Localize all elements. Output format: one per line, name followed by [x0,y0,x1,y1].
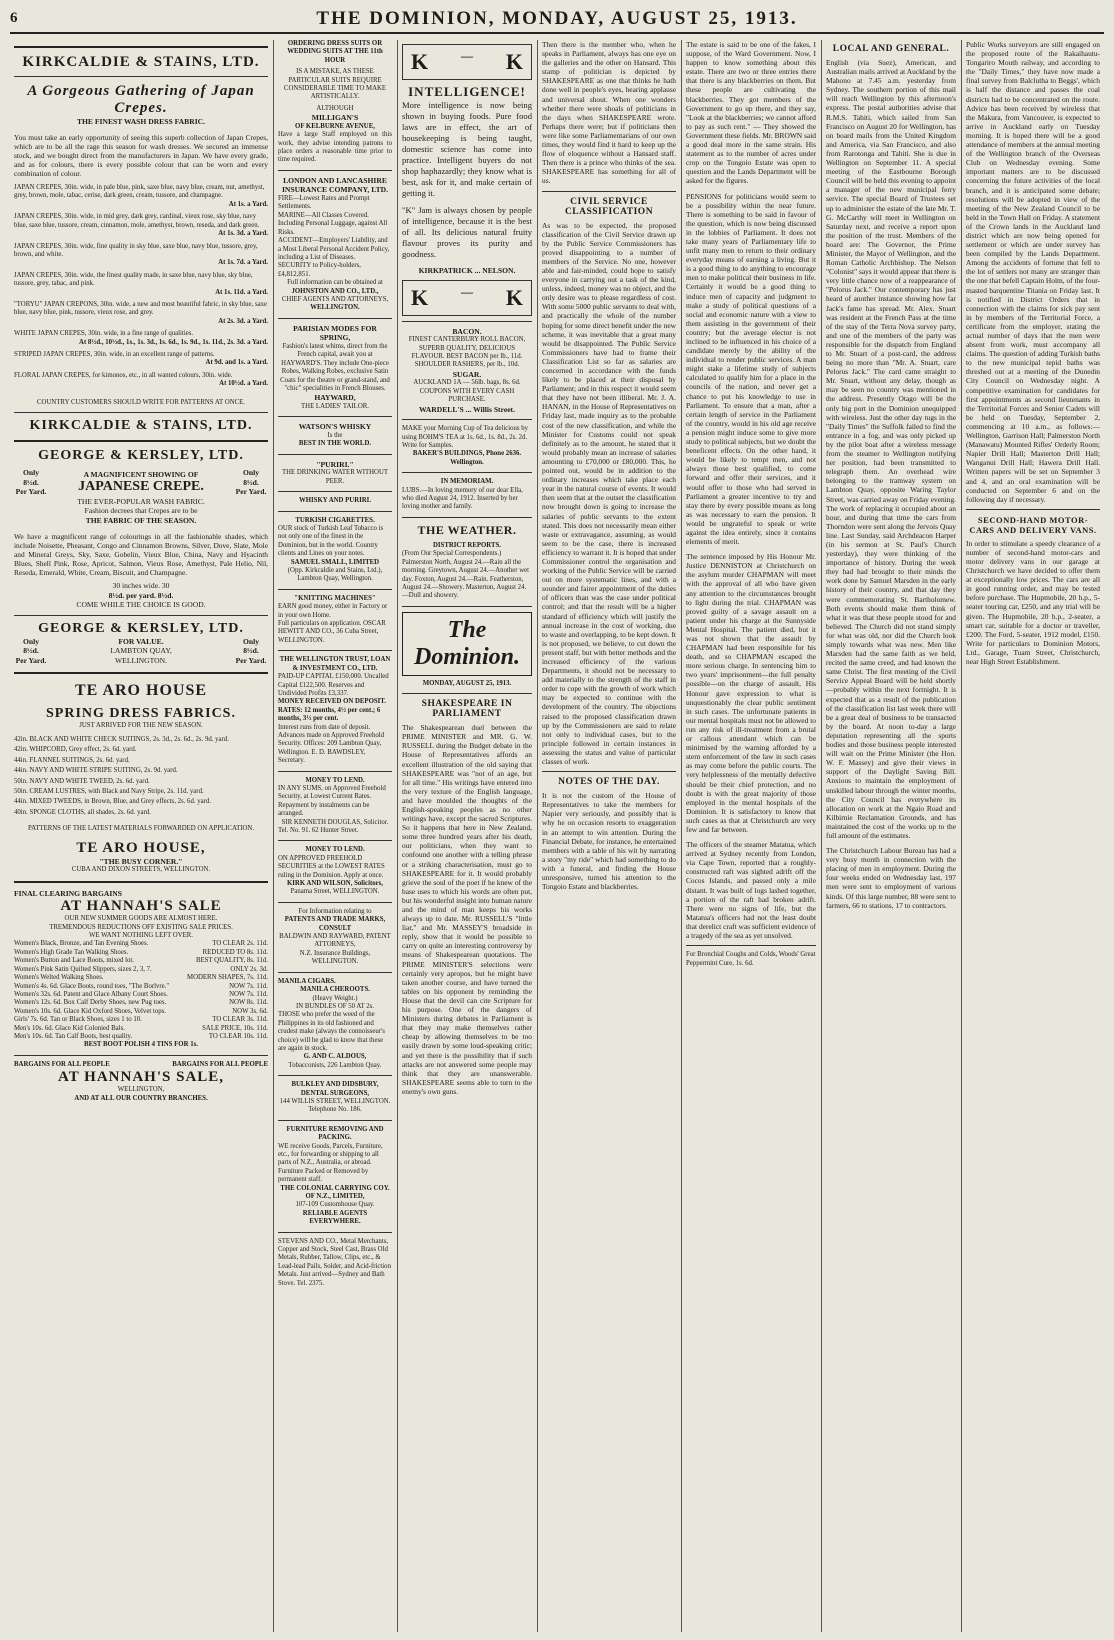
gk2-for-value: FOR VALUE. [118,636,164,646]
crepe-price: At 2s. 3d. a Yard. [218,317,268,325]
manila-bundles: IN BUNDLES OF 50 AT 2s. [295,1002,375,1010]
hannah-item-price: SALE PRICE, 10s. 11d. [202,1024,268,1032]
cake-body: MAKE your Morning Cup of Tea delicious by using BOHM'S TEA at 1s. 6d., 1s. 8d., 2s. 2d. Write for Samples. [402,425,529,450]
hannah-list [14,940,268,1041]
tearo2-sub: "THE BUSY CORNER." [99,856,183,866]
hannah-item-price: MODERN SHAPES, 7s. 11d. [187,974,268,982]
hannah-sub3: WE WANT NOTHING LEFT OVER. [88,932,194,940]
hannah-item-name: Women's Pink Satin Quilted Slippers, sizes 2, 3, 7. [14,965,152,973]
parisian-tailor: THE LADIES' TAILOR. [301,402,369,410]
patents-info: For Information relating to [298,907,372,915]
crepe-item [14,372,268,389]
furniture-body: WE receive Goods, Parcels, Furniture, etc., for forwarding or shipping to all parts of N.Z., Australia, or abroad. Furniture Packed or Removed by permanent staff. [278,1142,383,1184]
hannah-item [14,1008,268,1016]
hannah-item [14,1025,268,1033]
hannah-title: AT HANNAH'S SALE [60,898,222,915]
hannah-item [14,940,268,948]
bacon-title: BACON. [452,326,482,336]
london-accident: ACCIDENT—Employers' Liability, and a Most Liberal Personal Accident Policy, including a List of Diseases. [278,237,390,261]
patents-addr: N.Z. Insurance Buildings, WELLINGTON. [299,949,371,966]
hannah-item-price: REDUCED TO 8s. 11d. [202,948,268,956]
crepe-price: At 1s. 3d. a Yard. [218,230,268,238]
gk-title: GEORGE & KERSLEY, LTD. [38,448,244,463]
money2-title: MONEY TO LEND. [305,846,365,854]
hannah-item [14,1016,268,1024]
spring-item: 50in. NAVY AND WHITE TWEED, 2s. 6d. yard. [14,777,150,785]
gk2-price-left: 8½d. [23,646,39,656]
watson-best: BEST IN THE WORLD. [298,440,372,448]
hannah-item-price: TO CLEAR 3s. 11d. [212,1016,268,1024]
hannah-item-name: Girls' 7s. 6d. Tan or Black Shoes, sizes 1 to 10. [14,1016,142,1024]
london-marine: MARINE—All Classes Covered. Including Personal Luggage, against All Risks. [278,211,388,236]
cake-firm: BAKER'S BUILDINGS, Phone 2636. Wellington. [412,450,522,466]
london-agents: JOHNSTON AND CO., LTD., [291,287,379,295]
spring-item: 50in. CREAM LUSTRES, with Black and Navy Stripe, 2s. 11d. yard. [14,788,204,796]
gk-fashion: Fashion decrees that Crepes are to be [84,506,198,516]
hannah-item-price: NOW 7s. 11d. [229,990,268,998]
london-city: WELLINGTON. [310,304,360,312]
spring-sub: JUST ARRIVED FOR THE NEW SEASON. [79,721,203,729]
hannah-item-price: ONLY 2s. 3d. [230,965,268,973]
k-jam: "K" Jam is always chosen by people of intelligence, because it is the best of all. Its delicious natural fruity flavour proves its purity and goodness. [402,205,532,259]
crepe-price: At 9d. and 1s. a Yard. [205,359,268,367]
hannah-item [14,991,268,999]
parisian-title: PARISIAN MODES FOR SPRING, [293,323,377,343]
spring-item: 42in. WHIPCORD, Grey effect, 2s. 6d. yard. [14,746,137,754]
gk2-per-yard-right: Per Yard. [235,656,267,665]
watson-is: Is the [327,431,343,439]
parisian-name: HAYWARD, [314,393,356,403]
tearo-title: TE ARO HOUSE [74,681,208,699]
gk2-banner [14,637,268,666]
hannah2-branches: AND AT ALL OUR COUNTRY BRANCHES. [74,1094,208,1102]
spring-item: 44in. MIXED TWEEDS, in Brown, Blue, and Grey effects, 2s. 6d. yard. [14,798,212,806]
hannah-item [14,983,268,991]
puriri-body: THE DRINKING WATER WITHOUT PEER. [281,469,389,485]
gathering-heading: A Gorgeous Gathering of Japan Crepes. [27,83,255,116]
knitting-addr: Full particulars on application. OSCAR HEWITT AND CO., 36 Cuba Street, WELLINGTON. [278,620,386,644]
hannah-item-name: Men's 10s. 6d. Tan Calf Boots, best quality. [14,1032,133,1040]
bulkley-firm: BULKLEY AND DIDSBURY, DENTAL SURGEONS, [291,1081,379,1097]
crepe-price: At 10½d. a Yard. [219,380,268,388]
civil-body: As was to be expected, the proposed classification of the Civil Service drawn up by the Public Service Commissioners has proved disappointing to a number of members of the Service. No one, however able and fair-minded, could hope to satisfy everyone in carrying out a task of the kind, unless, indeed, money was no object, and the only desire was to please regardless of cost. With some 5000 public servants to deal with, and practically the whole of the number hoping for some direct benefit under the new scheme, it was inevitable that a great many would be disappointed. The Public Service Commissioners have had to frame their Classification List so far as salaries are concerned in accordance with the funds likely to be placed at their disposal by Parliament; and in this respect it would seem that they have not been illiberal. Mr. J. A. HANAN, in the House of Representatives on Friday last, made inquiry as to the probable cost of the new classification, and while the Minister for Customs could not speak definitely as to the amount, he stated that it would probably mean an increase of salaries amounting to £70,000 or £80,000. This, he pointed out, would be in addition to the ordinary increases which take place each year in the natural course of events. It would then seem that at the outset the classification now brought down is going to increase the salaries of public servants to the extent stated. This does not necessarily mean either waste or extravagance, assuming, as would seem to be the case, there is increased efficiency to warrant it. It is hoped that under Commissioner control the organisation and working of the Public Service will be carried out on more systematic lines, and with a sounder and fairer appointment of the duties of officers than was the case under political control; and that the result will be a higher standard of efficiency which will justify the annual increase in the cost of working, due to waste and overlapping, to be kept down. It is not proposed, we believe, to cut down the present staff, but with better methods and the increased efficiency of the various Departments, it should not be necessary to add materially to the strength of the staff in order to cope with the growth of work which may be expected to continue with the development of the country. The objections raised to the proposed classification drawn up by the Commissioners are said to relate not only to individual cases, but to the principle followed in certain instances in assessing the status and value of particular classes of work. [542,220,676,767]
trust-title: THE WELLINGTON TRUST, LOAN & INVESTMENT CO., LTD. [279,656,391,672]
column-5 [682,40,820,1632]
trust-capital: PAID-UP CAPITAL £150,000. Uncalled Capital £122,500. Reserves and Undivided Profits £3,337. [278,673,389,697]
hannah-polish: BEST BOOT POLISH 4 TINS FOR 1s. [84,1041,198,1049]
hannah-item-name: Women's 4s. 6d. Glace Boots, round toes, "The Borlvre." [14,982,170,990]
money1-body: IN ANY SUMS, on Approved Freehold Security, at Lowest Current Rates. Repayment by instalments can be arranged. [278,784,386,818]
gk2-lambton: LAMBTON QUAY, [110,646,172,656]
gk-per-yard-left: Per Yard. [15,487,47,497]
crepe-price: At 1s. 7d. a Yard. [218,259,268,267]
kirkpatrick: KIRKPATRICK ... NELSON. [418,266,516,275]
column-7 [962,40,1104,1632]
knitting-title: "KNITTING MACHINES" [294,594,376,602]
london-fire: FIRE—Lowest Rates and Prompt Settlements. [278,195,370,211]
gk-popular: THE EVER-POPULAR WASH FABRIC. [77,496,205,506]
officers-body: The officers of the steamer Matatua, which arrived at Sydney recently from London, via Cape Town, reported that a roughly-constructed raft was sighted adrift off the Cocos Islands, and passed only a mile distant. It was built of logs lashed together, a portion of the raft had broken adrift. There were no signs of life, but the Matatua's officers had not the least doubt that derelict craft was sufficient evidence of a tragedy of the sea as yet unsolved. [686,840,816,940]
hannah-item-price: TO CLEAR 2s. 11d. [212,940,268,948]
gk-inches: 30 inches wide. 30 [112,581,170,591]
hannah-item [14,957,268,965]
gk-come: COME WHILE THE CHOICE IS GOOD. [76,600,206,610]
london-info: Full information can be obtained at [287,279,383,287]
bargains-right: BARGAINS FOR ALL PEOPLE [172,1060,268,1068]
hannah-item-price: NOW 8s. 11d. [229,999,268,1007]
spring-item: 44in. NAVY AND WHITE STRIPE SUITING, 2s. 9d. yard. [14,767,178,775]
crepe-desc: WHITE JAPAN CREPES, 30in. wide, in a fine range of qualities. [14,330,194,338]
london-title: LONDON AND LANCASHIRE INSURANCE COMPANY, LTD. [281,175,389,195]
paper-title: The Dominion. [402,612,532,676]
final-clearing: FINAL CLEARING BARGAINS [14,888,123,898]
hannah-item-name: Women's Button and Lace Boots, mixed lot. [14,957,134,965]
manila-sub: MANILA CHEROOTS. [300,986,370,994]
hannah-item-name: Women's High Grade Tan Walking Shoes. [14,948,129,956]
gk-body: We have a magnificent range of colourings in all the fashionable shades, which include Noisette, Pheasant, Congo and Cinnamon Browns, Silver, Dove, Slate, Mole and Mineral Greys, Sky, Saxe, Gobelin, Vieux Blue, China, Navy and Hyacinth Blues, Shell Pink, Rose, Apricot, Salmon, Vieux Rose, Amethyst, Pale Helio, Nil, Reseda, Emerald, White, Cream, Biscuit, and Champagne. [14,531,268,577]
gk-only-left: Only [22,468,40,477]
crepe-price: At 8½d., 10½d., 1s., 1s. 3d., 1s. 6d., 1s. 9d., 1s. 11d., 2s. 3d. a Yard. [79,338,268,346]
k-banner-bottom: K — K [402,280,532,316]
furniture-title: FURNITURE REMOVING AND PACKING. [286,1125,384,1142]
crepe-list [14,184,268,389]
hannah-item [14,949,268,957]
gk-per-yard-right: Per Yard. [235,487,267,497]
hannah-item-name: Women's 32s. 6d. Patent and Glace Albany Court Shoes. [14,990,168,998]
trust-deposit: MONEY RECEIVED ON DEPOSIT. RATES: 12 months, 4½ per cent.; 6 months, 3½ per cent. [278,698,387,723]
hannah-sub1: OUR NEW SUMMER GOODS ARE ALMOST HERE. [64,915,218,923]
carrying-note: RELIABLE AGENTS EVERYWHERE. [302,1209,368,1226]
parisian-body: Fashion's latest whims, direct from the French capital, await you at HAYWARD'S. They include One-piece Robes, Walking Robes, exclusive Satin Coats for the theatre or grand-stand, and "chic" specialities in French Blouses. [280,342,390,392]
page-number: 6 [10,10,18,26]
turkish-title: TURKISH CIGARETTES. [295,516,375,524]
crepe-price: At 1s. a Yard. [228,200,268,208]
hannah-item-price: BEST QUALITY, 8s. 11d. [195,957,268,965]
gk2-price-right: 8½d. [243,646,259,656]
chapman-note: The Christchurch Labour Bureau has had a very busy month in connection with the placing of men in employment. During the four weeks ended on Wednesday last, 197 men were sent to employment of various kinds. Of this large number, 88 were sent to farmers, 66 to stations, 17 to contractors. [826,846,956,910]
hannah-item-price: NOW 7s. 11d. [229,982,268,990]
crepe-desc: JAPAN CREPES, 30in. wide, in pale blue, pink, saxe blue, navy blue, cream, nut, amethyst, grey, brown, mole, tabac, cerise, dark green, cream, tussore, and champagne. [14,184,265,200]
crepe-item [14,301,268,326]
gk2-per-yard-left: Per Yard. [15,656,47,665]
sugar-title: SUGAR. [452,369,482,379]
hannah-item-name: Women's 10s. 6d. Glace Kid Oxford Shoes, Velvet tops. [14,1007,166,1015]
turkish-body: OUR stock of Turkish Leaf Tobacco is not only one of the finest in the Dominion, but in the world. Country clients and Lines on your notes. [278,525,384,558]
civil-title: CIVIL SERVICE CLASSIFICATION [564,196,654,217]
crepe-desc: JAPAN CREPES, 30in. wide, in mid grey, dark grey, cardinal, vieux rose, sky blue, navy blue, saxe blue, tussore, cream, cinnamon, mole, amethyst, brown, reseda, and dark green. [14,213,260,229]
pensions-body: PENSIONS for politicians would seem to be a possibility within the near future. There is something to be said in favour of the question, which is now being discussed in the lobbies of Parliament. It does not take many years of Parliamentary life to unfit many men to return to their ordinary everyday means of earning a living. But it is a good thing to do anything to encourage men to make political their business in life. Certainly it would be a good thing to induce men of capacity and judgment to make a study of political questions of a social and economic nature with a view to them assisting in the government of their country; but the average elector is not inclined to be influenced in his choice of a candidate merely by the ability of the individual to render public services. A man might stake a lifetime study of subjects calculated to qualify him for a place in the councils of the nation, and never get a chance to put his knowledge to use in Parliament. To ensure that a man, after a certain length of service in the Parliament of the country, would in his old age receive a pension might induce some to give more study to political subjects, but we doubt the beneficent effects. On the other hand, it would be likely to tempt men, and not always those best qualified, to come forward and offer their services, and it would offer to those who had served in Parliament a greater incentive to try and stay there by every possible means as long as was necessary to earn the pension. It would be ungrateful to speak or write against the idea entirely, since it contains elements of merit. [686,191,816,547]
motorcars-body: In order to stimulate a speedy clearance of a number of second-hand motor-cars and motor delivery vans in our garage at Christchurch we have decided to offer them at exceptionally low prices. The cars are all in good running order, and may be tested before purchase. The Hupmobile, 20 h.p., 5-seater touring car, £250, and any trial will be given. The Hupmobile, 20 h.p., 2-seater, a smart car, suitable for a doctor or traveller, £200. The Ford, 5-seater, 1912 model, £150. Write for particulars to Dominion Motors, Ltd., Garage, Tuam Street, Christchurch, near High Street Establishment. [966,538,1100,666]
watson-title: WATSON'S WHISKY [298,422,372,432]
gk-only-right: Only [242,468,260,477]
crepe-desc: JAPAN CREPES, 30in. wide, the finest quality made, in saxe blue, navy blue, sky blue, tussore, grey, tabac, and pink. [14,271,253,288]
money1-firm: SIR KENNETH DOUGLAS, Solicitor. [281,818,389,826]
gathering-sub: THE FINEST WASH DRESS FABRIC. [76,117,206,126]
bargains-left: BARGAINS FOR ALL PEOPLE [14,1060,110,1068]
london-security: SECURITY to Policy-holders, £4,812,851. [278,262,362,278]
kirkcaldie-title: KIRKCALDIE & STAINS, LTD. [22,54,260,70]
hannah-item-price: TO CLEAR 10s. 11d. [208,1032,268,1040]
gk2-wellington: WELLINGTON. [115,656,167,665]
paper-date: MONDAY, AUGUST 25, 1913. [422,679,512,687]
sugar-body: AUCKLAND 1A — 56lb. bags, 8s. 6d. COUPONS WITH EVERY CASH PURCHASE. [413,379,521,404]
money1-tel: Tel. No. 91. 62 Hunter Street. [278,827,359,834]
gk-banner [14,468,268,497]
hannah-sub2: TREMENDOUS REDUCTIONS OFF EXISTING SALE PRICES. [49,923,233,931]
weather-title: THE WEATHER. [417,522,517,537]
gk-crepe: JAPANESE CREPE. [78,479,204,495]
crepe-item [14,243,268,268]
gk2-only-right: Only [242,636,260,646]
k-right: K [505,49,523,74]
intelligence-heading: INTELLIGENCE! [408,84,526,99]
intro-body: Then there is the member who, when he speaks in Parliament, always has one eye on the galleries and the other on Hansard. This stamp of politician is depicted by SHAKESPEARE as one that thinks he hath done well in people's eyes, hearing applause and universal shout. When one wonders whether there were shoals of politicians in the days when SHAKESPEARE wrote. Perhaps there were; but if politicians then were like some Parliamentarians of our own times, they would find it hard to keep up the flow of eloquence without a Hansard staff. Then there is a prince who thinks of the sea. SHAKESPEARE has something for all of us. [542,40,676,186]
money1-title: MONEY TO LEND. [305,776,365,784]
money2-addr: Panama Street, WELLINGTON. [290,888,380,896]
hannah2-title: AT HANNAH'S SALE, [57,1069,225,1086]
gk2-only-left: Only [22,636,40,646]
crepe-item [14,272,268,297]
carrying-addr: 107-109 Customhouse Quay. [295,1201,375,1209]
gk-peryard: 8½d. per yard. 8½d. [108,590,174,600]
tearo2-addr: CUBA AND DIXON STREETS, WELLINGTON. [71,866,211,874]
spring-title: SPRING DRESS FABRICS. [46,705,236,721]
column-2 [274,40,396,1632]
patterns-note: PATTERNS OF THE LATEST MATERIALS FORWARDED ON APPLICATION. [27,825,255,833]
sentence-body: The sentence imposed by His Honour Mr. Justice DENNISTON at Christchurch on the asylum murder CHAPMAN will meet with the approval of all who have given any attention to the circumstances brought to light during the trial. CHAPMAN was proved guilty of a savage assault on a patient under his charge at the Sunnyside Mental Hospital. The patient died, but it was not shown that the assault by CHAPMAN had been responsible for his death, and so CHAPMAN escaped the more serious charge. In sentencing him to two years' imprisonment—the full penalty possible—on the charge of assault, His Honour gave expression to what is unquestionably the clear public sentiment in such cases. The unfortunate patients in our mental hospitals must not be allowed to run any risk of ill-treatment from a brutal or callous attendant which can be minimised by the warning afforded by a stern enforcement of the law in such cases as may come before the public courts. The very helplessness of the mentally defective should be their chief protection, and no doubt is with the great majority of those employed in the mental hospitals of the Dominion. It is satisfactory to know that such cases as that at Christchurch are very few and far between. [686,552,816,834]
manila-note: (Heavy Weight.) [312,994,358,1002]
manila-addr: Tobacconists, 226 Lambton Quay. [288,1061,382,1069]
crepe-item [14,351,268,368]
crepe-desc: "TORYU" JAPAN CREPONS, 30in. wide, a new and most beautiful fabric, in sky blue, saxe blue, navy blue, pink, tussore, vieux rose, and grey. [14,300,268,317]
kirkcaldie-footer: KIRKCALDIE & STAINS, LTD. [29,418,253,433]
stevens-body: STEVENS AND CO., Metal Merchants, Copper and Stock, Steel Cast, Brass Old Metals, Rubber, Tallow, Clips, etc., & Lead-lead Pails, Solder, and Acid-friction Metals. Just arrived—Sydney and Bath Stove. Tel. 2375. [278,1237,391,1287]
hannah-item [14,1033,268,1041]
column-4 [538,40,680,1632]
hannah-item [14,966,268,974]
hannah-item-name: Women's Welted Walking Shoes. [14,974,104,982]
crepes-intro: You must take an early opportunity of seeing this superb collection of Japan Crepes, which are to be all the rage this season for wash dresses. We secured an immense stock, and we bought direct from the manufacturers in Japan. We have every grade, and as for colours, there is every possible colour that can be worn and every combination of colour. [14,132,268,178]
intel-body: More intelligence is now being shown in buying foods. Pure food laws are in effect, the art of housekeeping is being taught, domestic science has come into practice. Intelligent buyers do not shop haphazardly; they know what is best, ask for it, and make certain of getting it. [402,100,532,198]
column-1 [10,40,272,1632]
gk2-title: GEORGE & KERSLEY, LTD. [38,620,244,636]
ordering-head: ORDERING DRESS SUITS OR WEDDING SUITS AT THE 11th HOUR [287,40,383,64]
money2-firm: KIRK AND WILSON, Solicitors, [287,880,383,888]
patents-title: PATENTS AND TRADE MARKS, CONSULT [284,916,386,932]
spring-item: 44in. FLANNEL SUITINGS, 2s. 6d. yard. [14,756,130,764]
weather-sub: DISTRICT REPORTS. [432,541,501,549]
hannah2-city: WELLINGTON, [117,1086,165,1094]
carrying-title: THE COLONIAL CARRYING COY. OF N.Z., LIMITED, [280,1184,390,1201]
milligan-name: MILLIGAN'S [311,113,359,123]
k-right-bottom: K [505,284,523,310]
bargains-row [14,1061,268,1069]
hannah-item [14,999,268,1007]
manila-title: MANILA CIGARS. [278,977,336,985]
k-left: K [411,49,429,74]
money2-body: ON APPROVED FREEHOLD SECURITIES at the LOWEST RATES ruling in the Dominion. Apply at once. [278,854,385,879]
whisky-puriri: WHISKY AND PURIRI. [298,497,372,505]
newspaper-title: THE DOMINION, MONDAY, AUGUST 25, 1913. [316,8,798,29]
gk-showing: A MAGNIFICENT SHOWING OF [83,469,199,479]
spring-item: 40in. SPONGE CLOTHS, all shades, 2s. 6d. yard. [14,808,151,816]
manila-firm: G. AND C. ALDOUS, [303,1053,367,1061]
milligan-body: Have a large Staff employed on this work, they advise intending patrons to place orders a reasonable time prior to time required. [278,131,392,164]
notes-title: NOTES OF THE DAY. [558,777,660,788]
country-note: COUNTRY CUSTOMERS SHOULD WRITE FOR PATTERNS AT ONCE. [37,398,245,406]
gk-price-right: 8½d. [243,477,259,487]
shakespeare-title: SHAKESPEARE IN PARLIAMENT [421,699,513,720]
milligan-intro: ALTHOUGH [316,104,354,112]
column-6 [822,40,960,1632]
shakespeare-body: The Shakespearean duel between the PRIME MINISTER and MR. G. W. RUSSELL during the Budget debate in the House of Representatives affords an excellent illustration of the old saying that SHAKESPEARE was "not of an age, but for all time." His writings have entered into the very texture of the English language, and have moulded the thoughts of the English-speaking peoples as no other writings have, except the sacred Scriptures. So it happens that here in New Zealand, some three hundred years after his death, our politicians, when they want to confound one another with a telling phrase or a striking characterisation, must go to SHAKESPEARE for it. It would probably grieve the soul of the poet if he knew of the base uses to which his words are often put, but his wonderful insight into human nature and the mind of man keeps his works always up to date. Mr. RUSSELL'S "little liar," and Mr. MASSEY'S broadside in reply, show that it would be possible to carry on quite an interesting controversy by means of Shakespearean quotations. The PRIME MINISTER'S selections were certainly very apropos, but he might have taken another course, and have turned the tables on his opponent by reminding the House that the devil can cite Scripture for his purpose. One of the dangers of Ministers during debates in Parliament is that they may make themselves rather cheap by allowing themselves to be too easily drawn by some loud-speaking critic; and yet there is the possibility that if such attacks are not answered some people may think that they are unanswerable. SHAKESPEARE seems able to turn to the enemy's own guns. [402,723,532,1096]
knitting-body: EARN good money, either in Factory or in your own Home. [278,603,388,619]
spring-item: 42in. BLACK AND WHITE CHECK SUITINGS, 2s. 3d., 2s. 6d., 2s. 9d. yard. [14,736,229,743]
bronchial: For Bronchial Coughs and Colds, Woods' Great Peppermint Cure, 1s. 6d. [686,951,816,967]
motorcars-title: SECOND-HAND MOTOR-CARS AND DELIVERY VANS. [969,514,1097,535]
local-body: English (via Suez), American, and Australian mails arrived at Auckland by the Mahono at 7.45 a.m. yesterday from Sydney. The southern portion of this mail will reach Wellington by this afternoon's express. The postal authorities advise that R.M.S. Tahiti, which sailed from San Francisco on August 20 for Wellington, has on board mails from the United Kingdom and America, via San Francisco, and also from Rarotonga and Tahiti. She is due in Wellington on September 11. A special meeting of the Eastbourne Borough Council will be held this evening to appoint a manager of the new municipal ferry service. The special Board of Trustees set up to administer the estate of the late Mr. T. G. McCarthy will meet in Wellington on Saturday next, and receive a report upon the position of the trust. Members of the board are: The Governor, the Prime Minister, the Mayor of Wellington, and the Roman Catholic Archbishop. The Nelson "Colonist" says it would appear that there is very little chance now of a reappearance of "Pelorus Jack." Our contemporary has just heard of another instance showing how far Jack's fame has spread. Mr. Alex. Stuart was resident at the French Pass at the time of the stay of the Terra Nova survey party, and one of the members of the party was responsible for the dispatch from England to Mr. Stuart of a post-card, the address being no more than "Mr. A. Stuart, care Pelorus Jack." The card came straight to Mr. Stuart, without any delay, though as may be seen no country was mentioned in the address. Presently Otago will be the only big port in the Dominion unequipped with wireless. Just the other day tugs in the "Daily Times" the Suffolk failed to find the entrance in a fog, and was only picked up by the pilot boat after a wireless message from the steamer to Wellington notifying her position, had been transmitted to telegraph them. An overhead wire belonging to the tramway system on Lambton Quay, opposite Waring Taylor Street, was carried away on Friday evening. The work of replacing it occupied about an hour, and during that time the cars from Thorndon were sent along the Jervois Quay line. Last Sunday, said Archdeacon Harper (in his sermon at St. Paul's Church yesterday), they were thinking of the importance of history. During the week they had had brought to their minds the work done by Samuel Marsden in the early history of their country, and that day they were commemorating St. Bartholomew. Both events should make them think of what it was that these people stood for and believed. The Church did not stand simply for what was old, nor did the Church look simply towards what was new. Men like Marsden had the same faith as we held, recited the same creed, and had known the same Christ. The first meeting of the Civil Service Appeal Board will be held shortly—probably within the next fortnight. It is expected that as a result of the publication of the classification list last week there will be a great deal of business to be transacted by the board. At noon to-day a large deputation representing all the sports bodies and those business people interested will wait on the Prime Minister (the Hon. W. F. Massey) and give their views in support of the Daylight Saving Bill. Anxious to maintain the employment of unskilled labour through the winter months, the City Council has everywhere its allocation on work at the Ngaio Road and Kilbirnie Reclamation Grounds, and has maintained the cost of the works up to the full amount of the estimates. [826,58,956,840]
hannah-item-name: Women's Black, Bronze, and Tan Evening Shoes. [14,940,149,948]
notes-cont: The estate is said to be one of the fakes, I suppose, of the Ward Government. Now, I happen to know something about this estate. There are two or three entries there that there is any blackberries on them. But these people are cultivating the blackberries. They got members of the Government to go up there, and they say, "Look at the blackberries; we cannot afford to pay as such rent." — They showed the Government these fields. Mr. BROWN said a good deal more in the same strain. His statement as to the number of acres under crop on the Tongoio Estate was open to question and the Lands Department will be asked for the figures. [686,40,816,186]
hannah-item-name: Men's 10s. 6d. Glace Kid Colonied Bals. [14,1024,125,1032]
hannah-item-price: NOW 3s. 6d. [232,1007,268,1015]
crepe-desc: STRIPED JAPAN CREPES, 30in. wide, in an excellent range of patterns. [14,350,215,358]
memoriam-title: IN MEMORIAM. [440,478,494,486]
ordering-body: IS A MISTAKE, AS THESE PARTICULAR SUITS REQUIRE CONSIDERABLE TIME TO MAKE ARTISTICALLY. [283,68,387,101]
gk-season: THE FABRIC OF THE SEASON. [85,515,197,525]
trust-body: Interest runs from date of deposit. Advances made on Approved Freehold Security. Offices: 209 Lambton Quay, Wellington. E. D. BAWDSLEY, Secretary. [278,723,385,765]
notes-body: It is not the custom of the House of Representatives to take the members for Napier very seriously, and possibly that is why he on occasion resorts to exaggeration in an attempt to win attention. During the Financial Debate, for instance, he entertained members with a table of his wit by narrating a story "my ride" which had something to do with a funeral, and finding the House unresponsive, turned his attention to the Tongoio Estate and blackberries. [542,791,676,892]
memoriam-body: LUBS.—In loving memory of our dear Ella, who died August 24, 1912. Inserted by her loving mother and family. [402,486,523,511]
local-title: LOCAL AND GENERAL. [832,44,950,54]
spring-list [14,736,268,817]
k-banner-top: K — K [402,44,532,80]
patents-firm: BALDWIN AND RAYWARD, PATENT ATTORNEYS, [279,933,391,949]
crepe-item [14,213,268,238]
hannah-item [14,974,268,982]
crepe-desc: FLORAL JAPAN CREPES, for kimonos, etc., in all wanted colours, 30in. wide. [14,371,233,379]
manila-body: THOSE who prefer the weed of the Philippines in its old fashioned and crudest make (always the connoisseur's choice) will be glad to know that these are again in stock. [278,1011,385,1052]
masthead [10,6,1104,34]
gk-price-left: 8½d. [23,477,39,487]
weather-body: (From Our Special Correspondents.) Palmerston North, August 24.—Rain all the morning. Greytown, August 24.—Another wet day. Foxton, August 24.—Rain. Featherston, August 24.—Showery. Masterton, August 24.—Dull and showery. [402,550,530,600]
london-agents2: CHIEF AGENTS AND ATTORNEYS, [281,295,389,303]
crepe-item [14,330,268,347]
crepe-item [14,184,268,209]
bulkley-addr: 144 WILLIS STREET, WELLINGTON. Telephone No. 186. [279,1097,391,1114]
wardell: WARDELL'S ... Willis Street. [419,404,515,414]
puriri-title: "PURIRI." [316,459,354,469]
works-body: Public Works surveyors are still engaged on the proposed route of the Rakaihautu-Tongariro Mouth railway, and according to the "Daily Times," they have now made a final survey from Balclutha to Beggs', which is half the distance and passes the coal districts had to be concentrated on the route. Advice has been received by wireless that the Makura, from Vancouver, is expected to arrive in Auckland early on Tuesday morning. It is hoped there will be a good attendance of members at the annual meeting of the Wellington branch of the Overseas Club on Wednesday evening. Some important matters are to be discussed concerning the future activities of the local branch, and it is anticipated some debate; resolutions will be adopted in view of the meeting of the New Zealand Council to be held in the Town Hall on Friday. A statement of the Crown lands in the Auckland land district which are now being opened for settlement or which are under survey has been compiled by the Lands Department. Among the accidents of fortune that fell to the lot of settlers not many are stranger than the one that befell Captain Holm, of the four-masted barquentine Titania on Friday last. It is notified in District Orders that in connection with the claims for sick pay sent in by members of the Territorial Force, a certificate from the employer, stating the actual number of days that the men were absent from work, must accompany all claims. The question of adding Turkish baths to the new municipal tepid baths was threshed out at a meeting of the Dunedin City Council on Wednesday night. A competitive examination for candidates for first appointments as second lieutenants in the Territorial Forces and Senior Cadets will be held on Tuesday, September 2, commencing at 10 a.m., as follows:—Wellington, Garrison Hall; Palmerston North (Manawatu) Mounted Rifles' Orderly Room; Napier Drill Hall; Masterton Drill Hall; Wanganui Drill Hall; Hawera Drill Hall. Written papers will be set on September 3 and 4, and an oral examination will be conducted on September 6 and on the following day if necessary. [966,40,1100,504]
crepe-desc: JAPAN CREPES, 30in. wide, fine quality in sky blue, saxe blue, navy blue, tussore, grey, brown, and white. [14,242,258,258]
k-left-bottom: K [411,284,429,310]
tearo2-title: TE ARO HOUSE, [76,839,206,856]
samuel-title: SAMUEL SMALL, LIMITED [290,558,380,566]
samuel-addr: (Opp. Kirkcaldie and Stains, Ltd.), Lambton Quay, Wellington. [287,567,383,583]
hannah-item-name: Women's 12s. 6d. Box Calf Derby Shoes, new Pug toes. [14,999,167,1007]
milligan-addr: OF KELBURNE AVENUE, [295,122,375,130]
crepe-price: At 1s. 11d. a Yard. [215,288,268,296]
bacon-body: FINEST CANTERBURY ROLL BACON, SUPERB QUALITY, DELICIOUS FLAVOUR. BEST BACON per lb., 11d. SHOULDER RASHERS, per lb., 10d. [408,336,526,369]
column-3 [398,40,536,1632]
